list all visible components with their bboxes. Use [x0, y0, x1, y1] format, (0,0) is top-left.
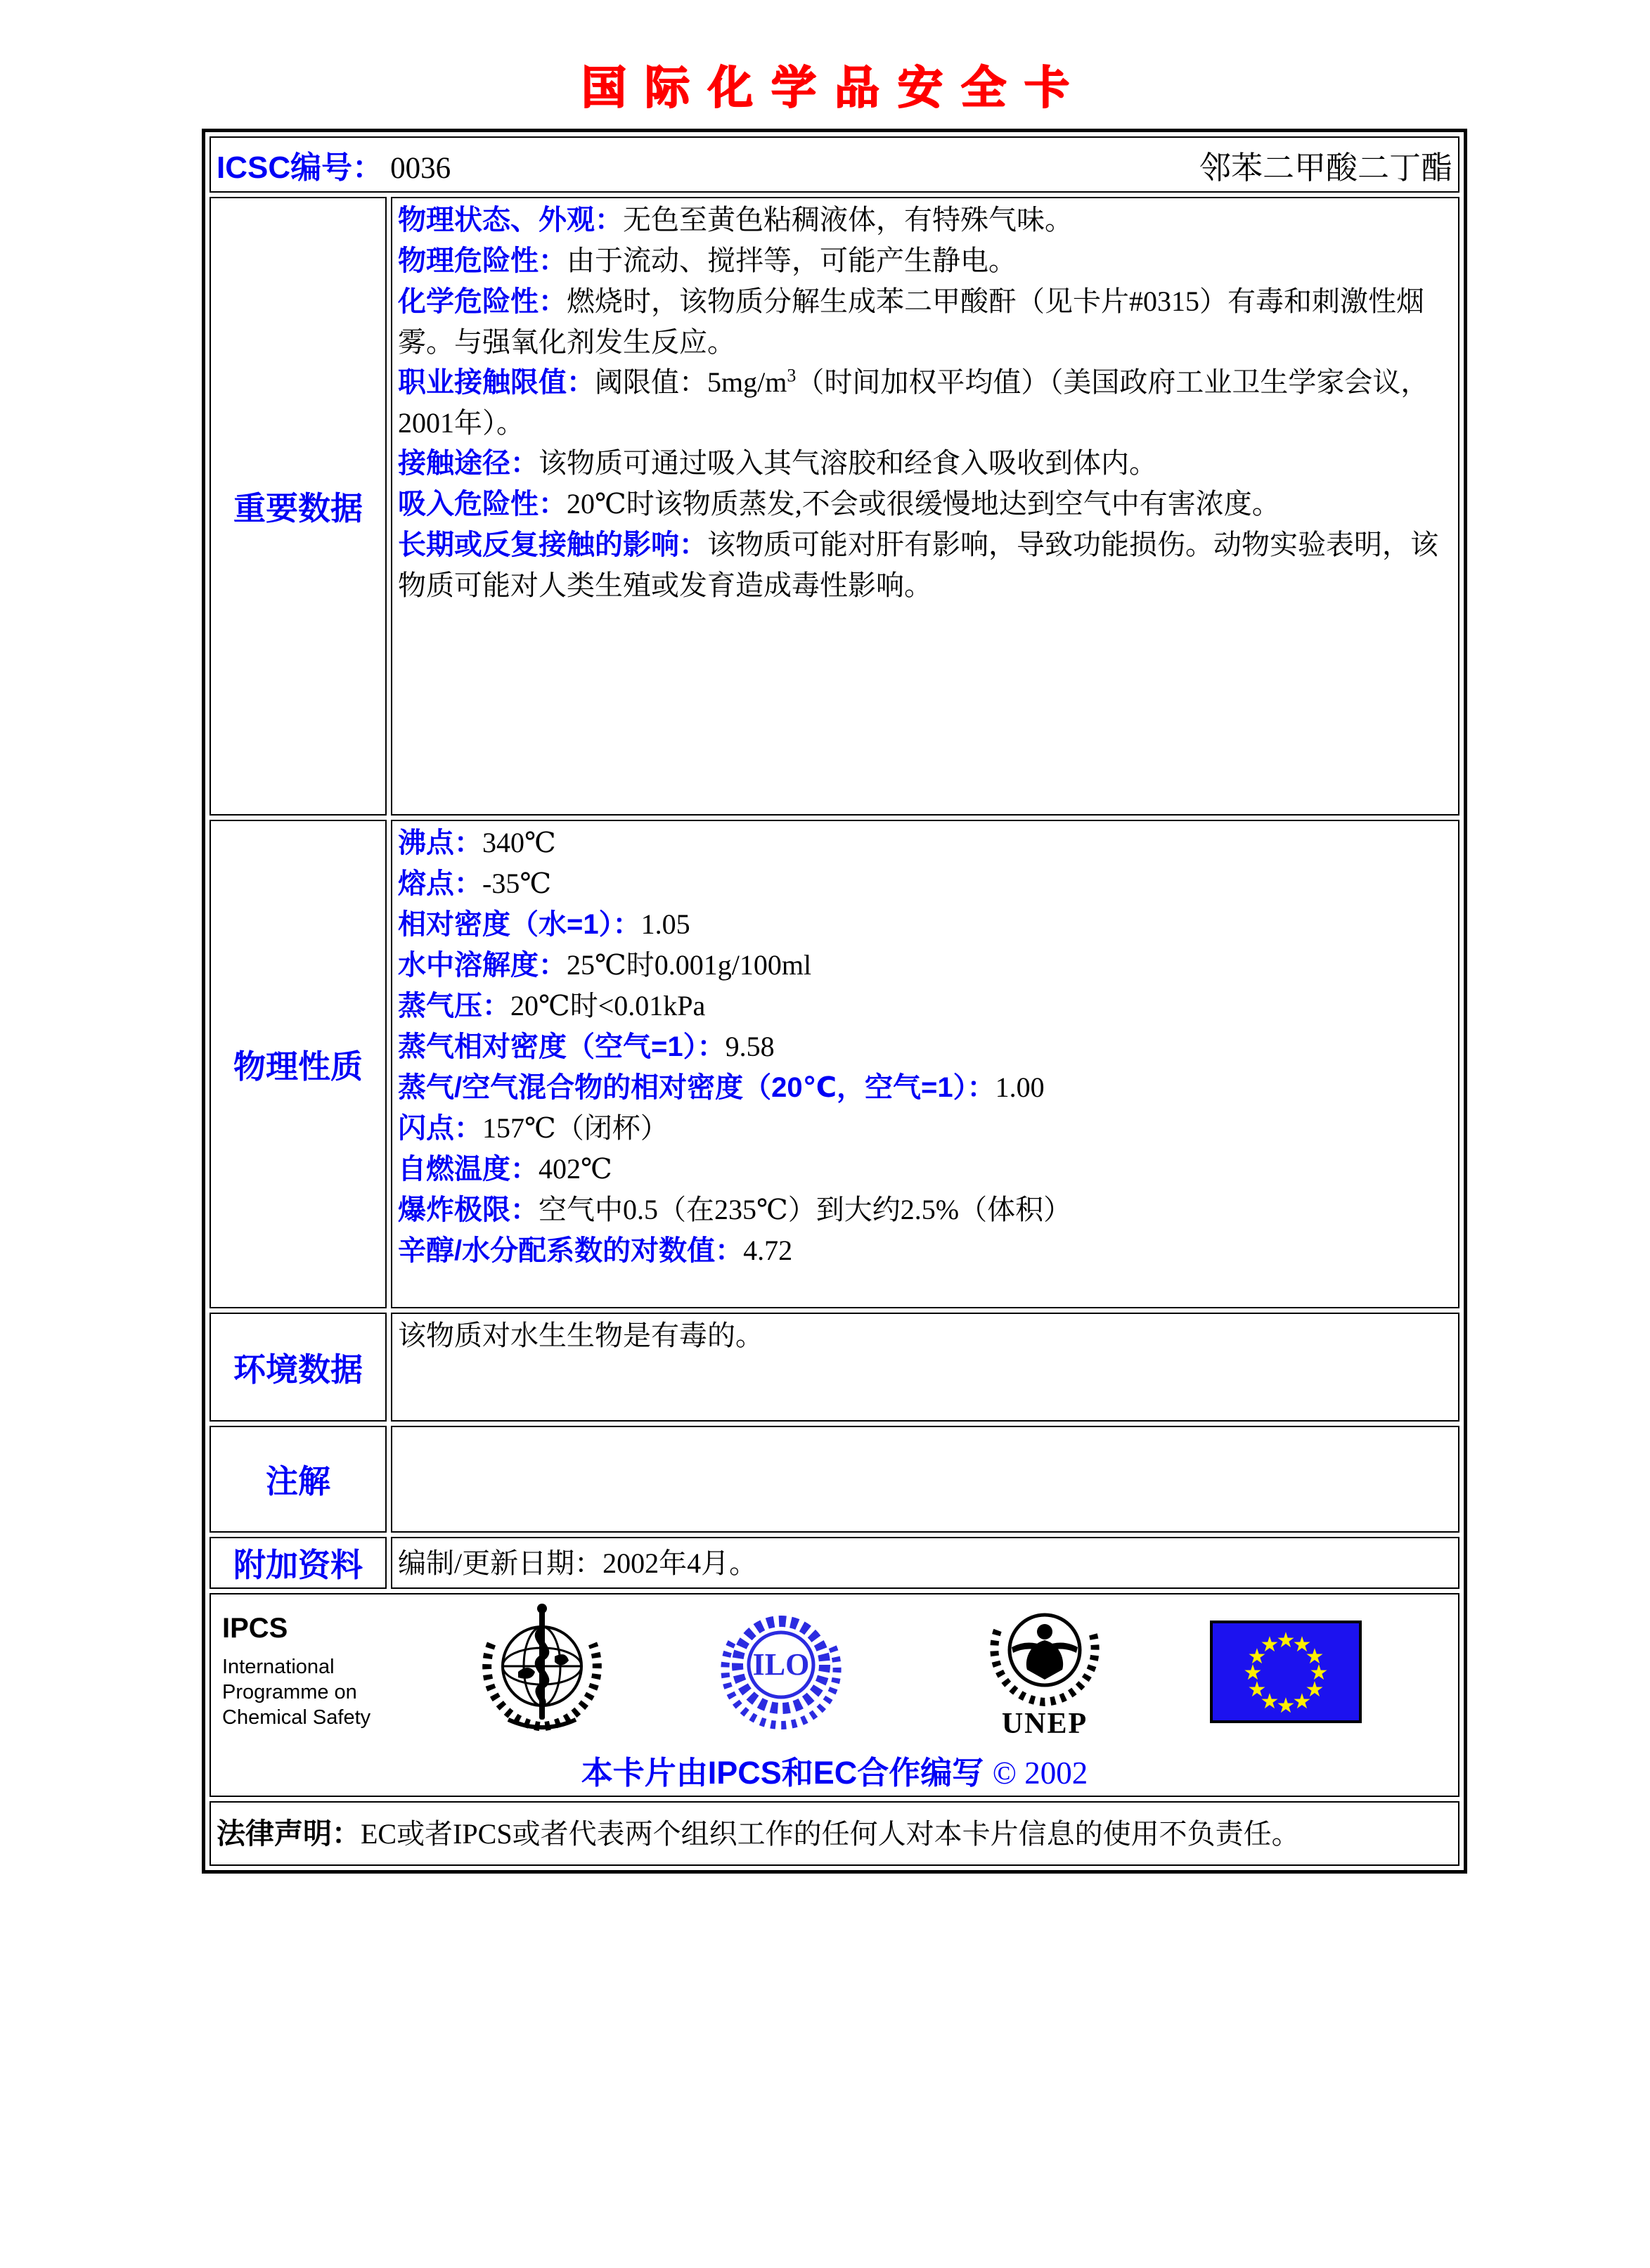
item-value: 由于流动、搅拌等，可能产生静电。	[567, 245, 1017, 276]
legal-label: 法律声明：	[217, 1817, 361, 1850]
page-title: 国际化学品安全卡	[581, 63, 1088, 113]
caption-text: 本卡片由IPCS和EC合作编写	[581, 1755, 984, 1791]
item-value: 该物质可通过吸入其气溶胶和经食入吸收到体内。	[539, 447, 1157, 479]
section-content-physical-properties	[391, 820, 1459, 1308]
item-value: 402℃	[539, 1153, 612, 1185]
data-item	[398, 945, 1452, 986]
item-label: 吸入危险性：	[398, 489, 567, 520]
svg-text:★: ★	[1260, 1689, 1280, 1714]
section-content-additional-information	[391, 1537, 1459, 1589]
item-label: 水中溶解度：	[398, 950, 567, 981]
environmental-text: 该物质对水生生物是有毒的。	[398, 1320, 763, 1351]
svg-text:★: ★	[1247, 1677, 1267, 1702]
item-label: 职业接触限值：	[398, 367, 595, 398]
item-value: 25℃时0.001g/100ml	[567, 949, 812, 981]
item-label: 化学危险性：	[398, 286, 567, 317]
svg-text:★: ★	[1243, 1660, 1263, 1685]
item-value: 20℃时该物质蒸发,不会或很缓慢地达到空气中有害浓度。	[567, 488, 1280, 520]
svg-text:★: ★	[1276, 1693, 1296, 1718]
section-label-environmental-data: 环境数据	[210, 1313, 387, 1422]
svg-text:★: ★	[1292, 1689, 1312, 1714]
data-item	[398, 986, 1452, 1026]
svg-text:★: ★	[1247, 1644, 1267, 1669]
item-value: 9.58	[725, 1031, 775, 1062]
icsc-number-label: ICSC编号：	[217, 150, 384, 185]
ipcs-text-block	[222, 1613, 401, 1730]
section-label-additional-information: 附加资料	[210, 1537, 387, 1589]
legal-text: EC或者IPCS或者代表两个组织工作的任何人对本卡片信息的使用不负责任。	[361, 1817, 1300, 1850]
data-item	[398, 362, 1452, 443]
legal-row	[210, 1801, 1459, 1866]
svg-text:ILO: ILO	[752, 1647, 810, 1682]
ipcs-acronym: IPCS	[222, 1613, 288, 1644]
item-value: 4.72	[743, 1235, 793, 1266]
item-value: 1.00	[995, 1071, 1045, 1103]
copyright: © 2002	[992, 1755, 1088, 1791]
item-label: 熔点：	[398, 868, 482, 899]
data-item	[398, 1230, 1452, 1271]
who-logo	[472, 1602, 612, 1742]
data-item	[398, 823, 1452, 863]
svg-text:★: ★	[1292, 1632, 1312, 1657]
item-label: 长期或反复接触的影响：	[398, 529, 707, 560]
section-label-important-data: 重要数据	[210, 197, 387, 816]
data-item	[398, 1067, 1452, 1108]
data-item	[398, 1149, 1452, 1190]
data-item	[398, 484, 1452, 524]
item-label: 接触途径：	[398, 448, 539, 479]
section-content-environmental-data	[391, 1313, 1459, 1422]
svg-text:★: ★	[1305, 1644, 1324, 1669]
data-item	[398, 1026, 1452, 1067]
chemical-name: 邻苯二甲酸二丁酯	[1199, 150, 1452, 186]
item-value: 燃烧时，该物质分解生成苯二甲酸酐（见卡片#0315）有毒和刺激性烟雾。与强氧化剂发生反应。	[398, 285, 1424, 358]
unep-wordmark: UNEP	[1001, 1708, 1088, 1740]
item-label: 沸点：	[398, 827, 482, 858]
ipcs-line: International	[222, 1656, 335, 1678]
icsc-number-value: 0036	[390, 152, 451, 185]
svg-text:★: ★	[1276, 1628, 1296, 1653]
section-content-notes	[391, 1426, 1459, 1533]
data-item	[398, 443, 1452, 484]
item-label: 相对密度（水=1）：	[398, 909, 641, 940]
item-label: 物理状态、外观：	[398, 205, 623, 236]
svg-text:★: ★	[1305, 1677, 1324, 1702]
eu-flag	[1210, 1621, 1362, 1723]
data-item	[398, 281, 1452, 362]
item-label: 自燃温度：	[398, 1154, 539, 1185]
ipcs-line: Chemical Safety	[222, 1706, 371, 1729]
item-value: 该物质可能对肝有影响，导致功能损伤。动物实验表明，该物质可能对人类生殖或发育造成毒性影响。	[398, 529, 1438, 601]
superscript: 3	[787, 365, 797, 386]
item-value: 1.05	[640, 908, 690, 940]
header-row	[210, 136, 1459, 193]
data-item	[398, 200, 1452, 240]
safety-card-table	[202, 129, 1467, 1874]
data-item	[398, 1108, 1452, 1149]
item-label: 蒸气/空气混合物的相对密度（20℃，空气=1）：	[398, 1072, 995, 1103]
data-item	[398, 904, 1452, 945]
icsc-number-group	[217, 142, 451, 187]
item-value: 340℃	[482, 827, 556, 858]
item-value: -35℃	[482, 868, 552, 899]
item-value: 157℃（闭杯）	[482, 1112, 669, 1144]
item-value: （时间加权平均值）（美国政府工业卫生学家会议，2001年）。	[398, 366, 1429, 439]
section-content-important-data	[391, 197, 1459, 816]
item-label: 爆炸极限：	[398, 1194, 539, 1225]
section-label-notes: 注解	[210, 1426, 387, 1533]
item-value: 阈限值：5mg/m	[595, 366, 787, 398]
data-item	[398, 240, 1452, 281]
item-label: 蒸气压：	[398, 991, 510, 1022]
ilo-logo	[718, 1602, 844, 1742]
data-item	[398, 863, 1452, 904]
additional-text: 编制/更新日期：2002年4月。	[398, 1547, 758, 1579]
item-value: 无色至黄色粘稠液体，有特殊气味。	[623, 204, 1073, 236]
section-label-physical-properties: 物理性质	[210, 820, 387, 1308]
item-label: 蒸气相对密度（空气=1）：	[398, 1031, 726, 1062]
data-item	[398, 1190, 1452, 1230]
item-label: 辛醇/水分配系数的对数值：	[398, 1235, 744, 1266]
svg-text:★: ★	[1260, 1632, 1280, 1657]
logo-row	[214, 1597, 1455, 1741]
item-value: 空气中0.5（在235℃）到大约2.5%（体积）	[539, 1194, 1072, 1225]
footer-logos-row	[210, 1593, 1459, 1797]
item-label: 物理危险性：	[398, 245, 567, 276]
svg-text:★: ★	[1309, 1660, 1329, 1685]
unep-logo	[985, 1602, 1104, 1741]
item-value: 20℃时<0.01kPa	[510, 990, 706, 1022]
data-item	[398, 524, 1452, 605]
item-label: 闪点：	[398, 1113, 482, 1144]
ipcs-line: Programme on	[222, 1681, 357, 1703]
footer-caption	[214, 1747, 1455, 1793]
